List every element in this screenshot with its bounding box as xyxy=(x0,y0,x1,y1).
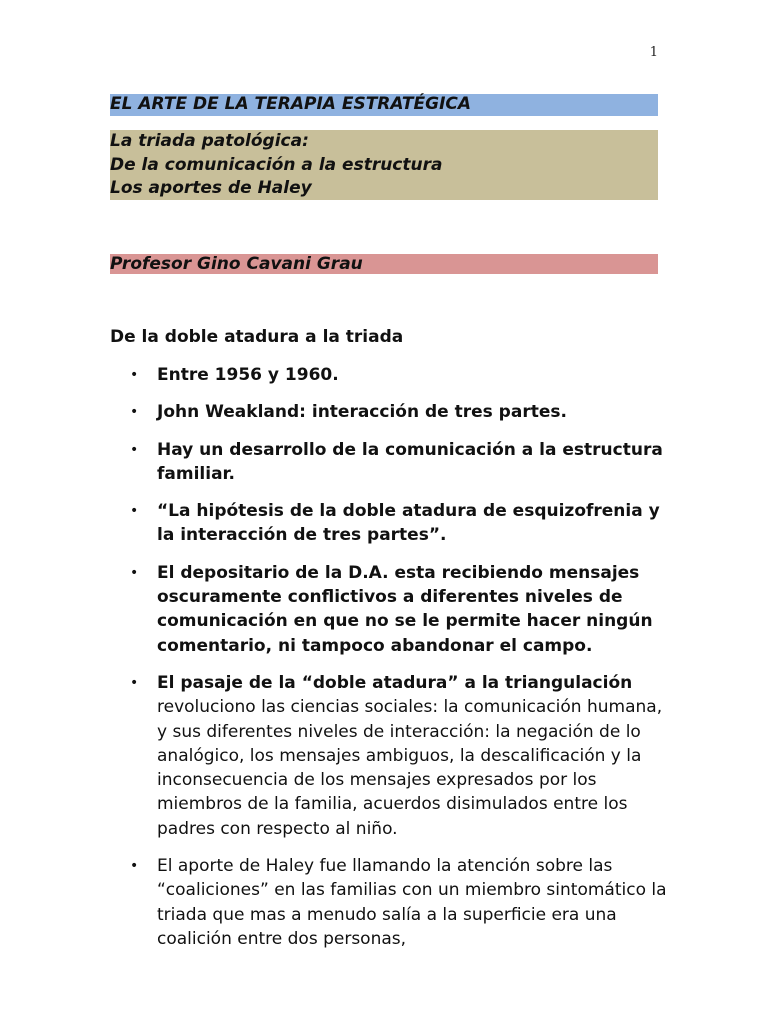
page-number: 1 xyxy=(649,45,658,60)
bullet-text-bold: “La hipótesis de la doble atadura de esquizofrenia y la interacción de tres partes”. xyxy=(157,501,660,546)
bullet-text-bold: El depositario de la D.A. esta recibiendo mensajes oscuramente conflictivos a diferentes niveles de comunicación en que no se le permite hacer ningún comentario, ni tampoco abandonar el campo. xyxy=(157,562,653,656)
list-item xyxy=(110,363,670,387)
bullet-text-normal: El aporte de Haley fue llamando la atención sobre las “coaliciones” en las familias con un miembro sintomático la triada que mas a menudo salía a la superficie era una coalición entre dos personas, xyxy=(157,856,667,949)
bullet-icon: • xyxy=(130,367,139,383)
bullet-icon: • xyxy=(130,503,139,520)
bullet-icon: • xyxy=(130,564,139,581)
list-item xyxy=(110,671,670,841)
subtitle-line: Los aportes de Haley xyxy=(110,178,312,198)
document-title-text: EL ARTE DE LA TERAPIA ESTRATÉGICA xyxy=(110,94,472,114)
list-item xyxy=(110,438,670,487)
subtitle-line: La triada patológica: xyxy=(110,131,309,151)
bullet-text-bold: El pasaje de la “doble atadura” a la triangulación xyxy=(157,672,633,693)
bullet-icon: • xyxy=(130,441,139,458)
document-subtitle xyxy=(110,130,658,200)
list-item xyxy=(110,561,670,658)
list-item xyxy=(110,499,670,548)
bullet-text-normal: revoluciono las ciencias sociales: la comunicación humana, y sus diferentes niveles de interacción: la negación de lo analógico, los mensajes ambiguos, la descalificación y la inconsecuencia de los mensajes expresados por los miembros de la familia, acuerdos disimulados entre los padres con respecto al niño. xyxy=(157,697,663,839)
subtitle-line: De la comunicación a la estructura xyxy=(110,154,443,175)
list-item xyxy=(110,400,670,424)
section-heading: De la doble atadura a la triada xyxy=(110,327,404,347)
bullet-text-bold: Entre 1956 y 1960. xyxy=(157,365,339,385)
author-line xyxy=(110,254,658,274)
document-title xyxy=(110,94,658,116)
bullet-icon: • xyxy=(130,674,139,691)
bullet-icon: • xyxy=(130,404,139,421)
list-item xyxy=(110,854,670,951)
author-name: Profesor Gino Cavani Grau xyxy=(110,254,363,274)
bullet-icon: • xyxy=(130,858,139,875)
bullet-list xyxy=(110,363,670,964)
bullet-text-bold: Hay un desarrollo de la comunicación a la estructura familiar. xyxy=(157,439,663,484)
bullet-text-bold: John Weakland: interacción de tres partes. xyxy=(157,402,567,423)
